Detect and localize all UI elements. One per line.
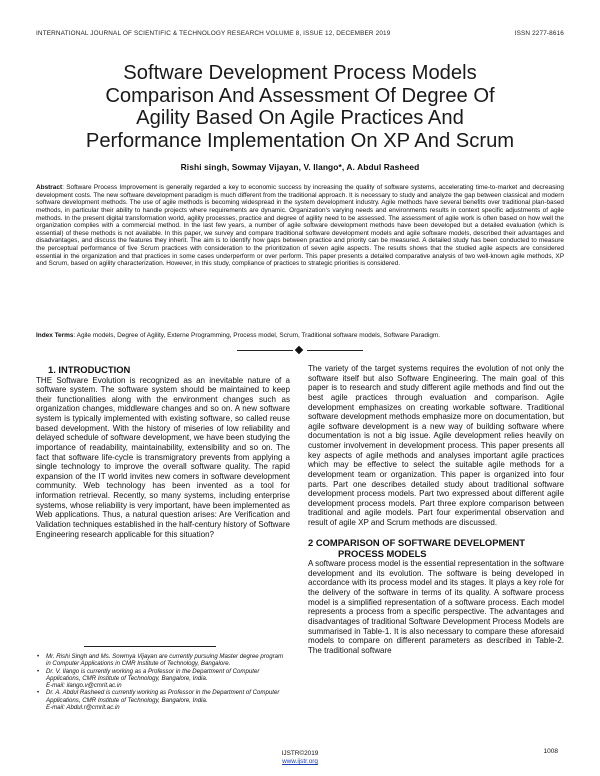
index-terms-text: : Agile models, Degree of Agility, Externe Programming, Process model, Scrum, Traditional software models, Software Paradigm. [73,332,441,339]
intro-heading: 1. INTRODUCTION [48,364,131,375]
footnote-text: Mr. Rishi Singh and Ms. Sowmya Vijayan are currently pursuing Master degree program in Computer Applications in CMR Institute of Technology, Bangalore. [46,653,284,668]
section2-heading-line2: PROCESS MODELS [338,547,427,559]
section2-heading [308,537,564,559]
footnote-item [36,668,288,683]
divider-line-right [307,350,363,351]
left-column [36,364,290,539]
abstract-label: Abstract [36,184,63,191]
index-terms-label: Index Terms [36,332,74,339]
abstract [36,184,564,268]
page-number: 1008 [543,748,558,755]
footnote-text: Dr. V. Ilango is currently working as a Professor in the Department of Computer Applications, CMR Institute of Technology, Bangalore, India. [46,667,260,682]
footer-url-link[interactable]: www.ijstr.org [282,758,318,765]
footnote-item [36,653,288,668]
footnote-email-text: E-mail: Abdul.r@cmrit.ac.in [46,704,120,712]
bullet-icon: • [37,653,40,660]
footnote-rule [84,646,216,647]
section2-paragraph: A software process model is the essential representation in the software development and its evolution. The software is being developed in accordance with its process model and its stages. It plays a key role for the delivery of the software in terms of its quality. A software process model is a simplified representation of a software process. Each model represents a process from a specific perspective. The advantages and disadvantages of traditional Software Development Process Models are summarised in Table-1. It is also necessary to compare these aforesaid models to compare on different parameters as described in Table-2. The traditional software [308,559,564,655]
index-terms [36,332,564,340]
intro-continuation-paragraph: The variety of the target systems requires the evolution of not only the software itself but also Software Engineering. The main goal of this paper is to research and study different agile methods and find out the best agile practices through evaluation and comparison. Agile development emphasizes on creating workable software. Traditional software development methods emphasize more on documentation, but agile software development is a new way of building software where documentation is not a big issue. Agile development relies heavily on customer involvement in development process. This paper presents all key aspects of agile methods and analyses important agile practices which may be effective to select the suitable agile methods for a development team or organization. This paper is organized into four parts. Part one describes detailed study about traditional software development process models. Part two expressed about different agile development process models. Part three explore comparison between traditional and agile models. Part four experimental observation and result of agile XP and Scrum methods are discussed. [308,364,564,527]
intro-paragraph: THE Software Evolution is recognized as an inevitable nature of a software system. The software system should be maintained to keep their functionalities along with the environment changes such as organization changes, middleware changes and so on. A new software system is typically implemented with existing software, so called reuse based development. With the history of miseries of low reliability and delayed schedule of software development, we have been studying the importance of readability, maintainability, extensibility and so on. The fact that software life-cycle is transmigratory prevents from applying a single technology to improve the overall software quality. The rapid expansion of the IT world invites new comers in software development community. Web technology has been invented as a tool for information retrieval. Recently, so many systems, including enterprise systems, whose reliability is very important, have been implemented as Web applications. Thus, a natural question arises: Are Verification and Validation techniques established in the half-century history of Software Engineering research applicable for this situation? [36,375,290,539]
paper-title [40,62,560,152]
footnote-text: Dr. A. Abdul Rasheed is currently working as Professor in the Department of Computer Applications, CMR Institute of Technology, Bangalore, India. [46,689,280,704]
bullet-icon: • [37,667,40,675]
title-line: Software Development Process Models [123,62,477,84]
bullet-icon: • [37,689,40,697]
abstract-text: : Software Process Improvement is generally regarded a key to economic success by increasing the quality of software systems, accelerating time-to-market and decreasing development costs. The new software development paradigm is much different from the traditional approach. It is necessary to study and analyze the gap between classical and modern software development methods. The use of agile methods is becoming widespread in the system development industry. Agile methods have several benefits over traditional plan-based methods, in particular their ability to handle projects where requirements are dynamic. Organization's varying needs and environments results in context specific adjustments of agile methods. In the present digital transformation world, agility processes, practice and degree of agility need to be assessed. The assessment of agile work is often based on how well the organization complies with a commercial method. In the last few years, a number of agile software development methods have been developed but a detailed evaluation (which is essential) of these methods is not available. In this paper, we survey and compare traditional software development models and agile software models, described their advantages and disadvantages, and discuss the features they inherit. The aim is to identify how gaps between practice and priority can be measured. A detailed study has been conducted to measure the perceptual performance of five Scrum practices with consideration to the prioritization of seven agile aspects. The results shows that the studied agile aspects are considered essential in the organization and that practices in some cases underperform or over perform. This paper presents a detailed comparative analysis of two well-known agile methods, XP and Scrum, based on agility characterization. However, in this study, compliance of practices to strategic priorities is considered. [36,184,564,268]
footnote-email-text: E-mail: ilango.v@cmrit.ac.in [46,682,122,690]
footnotes [36,653,288,711]
footnote-email [36,682,288,689]
page-footer [0,750,600,766]
right-column [308,364,564,655]
journal-header: INTERNATIONAL JOURNAL OF SCIENTIFIC & TECHNOLOGY RESEARCH VOLUME 8, ISSUE 12, DECEMBER 2019 [36,30,391,37]
footnote-item [36,689,288,704]
section-divider [237,346,363,354]
author-list: Rishi singh, Sowmay Vijayan, V. Ilango*, A. Abdul Rasheed [180,162,420,172]
section2-heading-line1: 2 COMPARISON OF SOFTWARE DEVELOPMENT [308,536,526,548]
issn-header: ISSN 2277-8616 [514,30,564,37]
footnote-email [36,704,288,711]
title-line: Performance Implementation On XP And Scrum [85,129,515,152]
diamond-ornament-icon [295,346,303,354]
running-header [36,30,564,40]
divider-line-left [237,350,293,351]
title-line: Comparison And Assessment Of Degree Of [105,84,495,107]
footer-journal: IJSTR©2019 [281,750,319,757]
title-line: Agility Based On Agile Practices And [136,107,464,130]
